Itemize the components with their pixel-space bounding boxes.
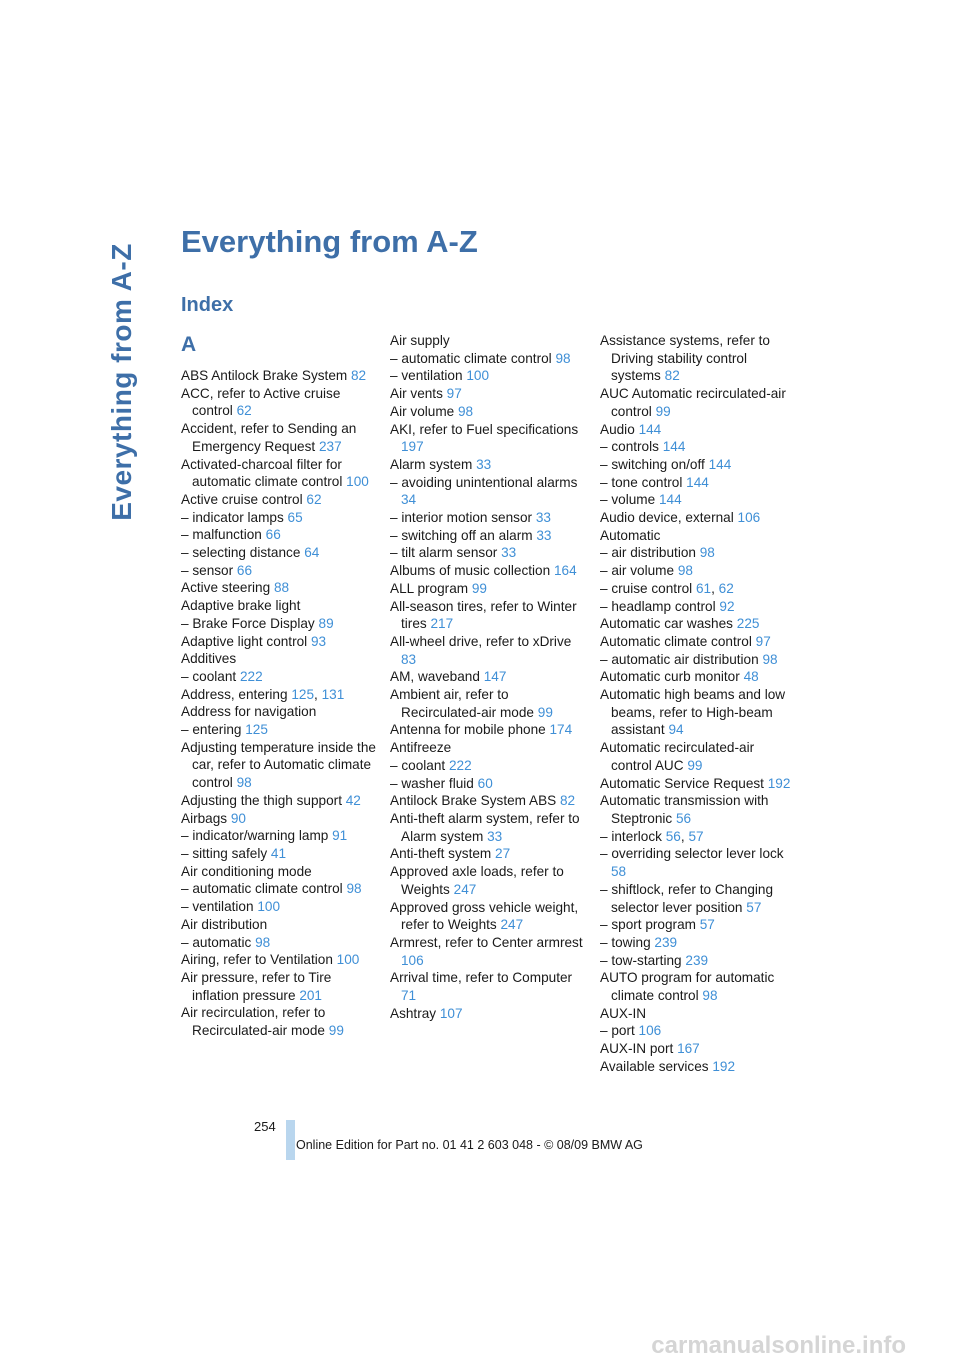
page-reference-link[interactable]: 33 xyxy=(536,527,552,543)
side-title-text: Everything from A-Z xyxy=(106,243,137,521)
index-entry-text: Airing, refer to Ventilation xyxy=(181,952,333,968)
index-entry-text: Approved gross vehicle weight, refer to Weights xyxy=(390,899,579,933)
page-reference-link[interactable]: 100 xyxy=(466,368,490,384)
index-entry xyxy=(600,598,796,616)
page-reference-link[interactable]: 106 xyxy=(638,1023,662,1039)
page-reference-link[interactable]: 164 xyxy=(553,563,577,579)
page-reference-link[interactable]: 66 xyxy=(236,562,253,578)
page-reference-link[interactable]: 90 xyxy=(230,810,246,826)
page-reference-link[interactable]: 42 xyxy=(345,792,361,808)
page-reference-link[interactable]: 100 xyxy=(257,899,281,915)
page-reference-link[interactable]: 97 xyxy=(446,386,462,402)
index-entry-text: Armrest, refer to Center armrest xyxy=(390,934,583,950)
index-entry-text: Automatic high beams and low beams, refer to High-beam assistant xyxy=(600,687,786,738)
index-entry xyxy=(600,739,796,774)
index-entry xyxy=(600,421,796,439)
index-entry xyxy=(390,509,586,527)
index-entry-text: Albums of music collection xyxy=(390,563,551,579)
index-entry-text: Address for navigation xyxy=(181,704,317,720)
index-entry-text: – automatic climate control xyxy=(181,881,343,897)
index-entry-text: Automatic car washes xyxy=(600,616,733,632)
index-entry-text: – tilt alarm sensor xyxy=(390,545,498,561)
page-reference-link[interactable]: 125 xyxy=(291,686,315,702)
page-reference-link[interactable]: 88 xyxy=(273,580,290,596)
index-entry xyxy=(600,845,796,880)
index-entry-text: ABS Antilock Brake System xyxy=(181,368,348,383)
index-entry xyxy=(181,367,377,385)
index-entry-text: Air distribution xyxy=(181,916,268,932)
index-entry-text: AUC Automatic recirculated-air control xyxy=(600,386,786,419)
index-entry xyxy=(390,474,586,509)
index-entry-text: – sensor xyxy=(181,562,234,578)
page-reference-link[interactable]: 144 xyxy=(686,474,709,490)
index-entry-text: Address, entering xyxy=(181,686,288,702)
page-reference-link[interactable]: 62 xyxy=(306,491,322,507)
index-entry xyxy=(181,633,377,651)
index-entry-text: – controls xyxy=(600,439,659,455)
index-entry xyxy=(600,491,796,509)
index-entry-text: Automatic Service Request xyxy=(600,775,764,791)
index-entry-text: Adjusting temperature inside the car, refer to Automatic climate control xyxy=(181,739,376,791)
index-entry-text: Air volume xyxy=(390,403,455,419)
page-reference-link[interactable]: 33 xyxy=(535,510,551,526)
page-reference-link[interactable]: 144 xyxy=(638,421,662,437)
page-reference-link[interactable]: 98 xyxy=(702,988,718,1004)
index-entry: Address, entering 125, 131 xyxy=(181,686,345,702)
page-reference-link[interactable]: 62 xyxy=(718,580,734,596)
index-entry xyxy=(600,1058,796,1076)
page-reference-link[interactable]: 83 xyxy=(401,651,417,667)
index-entry xyxy=(390,403,586,421)
index-entry-text: – air distribution xyxy=(600,545,696,561)
index-entry xyxy=(390,934,586,969)
page-reference-link[interactable]: 91 xyxy=(332,828,348,844)
page-reference-link[interactable]: 100 xyxy=(336,952,360,968)
index-entry xyxy=(181,863,377,881)
index-entry xyxy=(390,845,586,863)
page-reference-link[interactable]: 27 xyxy=(495,846,511,862)
index-entry xyxy=(390,739,586,757)
index-entry xyxy=(181,898,377,916)
page-reference-link[interactable]: 82 xyxy=(560,793,576,809)
page-reference-link[interactable]: 89 xyxy=(318,615,334,631)
page-reference-link[interactable]: 48 xyxy=(743,669,759,685)
index-entry xyxy=(390,527,586,545)
index-entries xyxy=(390,332,586,1022)
page-reference-link[interactable]: 98 xyxy=(677,563,693,579)
index-entry xyxy=(390,668,586,686)
index-entry xyxy=(181,1004,377,1039)
page-reference-link[interactable]: 57 xyxy=(746,899,762,915)
index-entry-text: Air pressure, refer to Tire inflation pressure xyxy=(181,969,332,1003)
index-entry xyxy=(181,792,377,810)
page-reference-link[interactable]: 33 xyxy=(501,545,517,561)
page-reference-link[interactable]: 107 xyxy=(439,1005,463,1021)
index-entry-text: Antilock Brake System ABS xyxy=(390,793,557,809)
index-entry xyxy=(600,969,796,1004)
index-entry-text: – towing xyxy=(600,934,651,950)
index-entry xyxy=(181,916,377,934)
index-entry xyxy=(390,899,586,934)
index-column-3 xyxy=(600,332,796,1076)
index-entry-text: – ventilation xyxy=(181,899,254,915)
index-entry-text: – avoiding unintentional alarms xyxy=(390,474,578,490)
page-reference-link[interactable]: 66 xyxy=(265,527,281,543)
page-reference-link[interactable]: 144 xyxy=(708,456,732,472)
side-title xyxy=(92,232,152,532)
index-entry xyxy=(600,332,796,385)
index-column-1 xyxy=(181,332,377,1040)
index-entry xyxy=(181,491,377,509)
index-entry xyxy=(390,721,586,739)
index-entry-text: Adaptive brake light xyxy=(181,598,301,614)
index-entry xyxy=(390,1005,586,1023)
index-entry xyxy=(390,969,586,1004)
index-entry xyxy=(600,456,796,474)
index-entry-text: Arrival time, refer to Computer xyxy=(390,970,573,986)
index-entry-text: – switching off an alarm xyxy=(390,527,533,543)
page-reference-link[interactable]: 56 xyxy=(665,828,681,844)
index-entry-text: – port xyxy=(600,1023,635,1039)
index-entry-text: AUX-IN xyxy=(600,1005,647,1021)
index-entry-text: – ventilation xyxy=(390,368,463,384)
index-entry-text: AUX-IN port xyxy=(600,1041,674,1057)
index-entry xyxy=(600,881,796,916)
page-reference-link[interactable]: 225 xyxy=(736,616,760,632)
index-entry-text: Available services xyxy=(600,1058,709,1074)
index-entry-text: – washer fluid xyxy=(390,775,474,791)
page-reference-link[interactable]: 192 xyxy=(712,1058,736,1074)
section-title: Index xyxy=(181,294,234,316)
index-entry xyxy=(600,952,796,970)
footer-edition-text: Online Edition for Part no. 01 41 2 603 048 - © 08/09 BMW AG xyxy=(296,1138,643,1152)
page-reference-link[interactable]: 98 xyxy=(458,403,474,419)
index-entry-text: Assistance systems, refer to Driving stability control systems xyxy=(600,333,770,384)
index-entry-text: Automatic recirculated-air control AUC xyxy=(600,740,755,773)
index-entry-text: – tow-starting xyxy=(600,952,682,968)
page-reference-link[interactable]: 99 xyxy=(328,1023,344,1039)
index-entry xyxy=(600,775,796,793)
index-entry-text: AUTO program for automatic climate control xyxy=(600,970,775,1004)
index-entry-text: Air vents xyxy=(390,386,443,402)
page-reference-link[interactable]: 147 xyxy=(483,669,507,685)
index-entry-text: Audio xyxy=(600,421,635,437)
index-entry-text: Automatic transmission with Steptronic xyxy=(600,793,769,826)
page-reference-link[interactable]: 174 xyxy=(549,722,573,738)
index-entry-text: Air supply xyxy=(390,333,450,348)
page-reference-link[interactable]: 99 xyxy=(655,403,671,419)
index-entry xyxy=(390,421,586,456)
index-entry xyxy=(181,509,377,527)
page-reference-link[interactable]: 98 xyxy=(699,545,715,561)
index-entry xyxy=(181,951,377,969)
index-entry-text: All-wheel drive, refer to xDrive xyxy=(390,633,572,649)
index-entry-text: Airbags xyxy=(181,810,228,826)
index-entry-text: Alarm system xyxy=(390,456,473,472)
page-reference-link[interactable]: 61 xyxy=(695,580,712,596)
index-entry-text: Audio device, external xyxy=(600,510,734,526)
page-reference-link[interactable]: 217 xyxy=(430,616,454,632)
index-entry-text: Air recirculation, refer to Recirculated-air mode xyxy=(181,1005,326,1039)
index-letter: A xyxy=(181,333,197,356)
index-entry-text: – indicator/warning lamp xyxy=(181,828,329,844)
index-entry xyxy=(181,456,377,491)
index-entry xyxy=(181,721,377,739)
index-entry-text: – headlamp control xyxy=(600,598,716,614)
index-entry xyxy=(181,934,377,952)
index-entry xyxy=(390,863,586,898)
index-entry xyxy=(600,792,796,827)
index-entry-text: Ashtray xyxy=(390,1005,437,1021)
index-entry-text: – automatic climate control xyxy=(390,350,552,366)
index-entry xyxy=(600,474,796,492)
index-entry-text: – coolant xyxy=(181,668,237,684)
page-reference-link[interactable]: 94 xyxy=(668,722,684,738)
footer-bar xyxy=(286,1120,295,1160)
page-reference-link[interactable]: 56 xyxy=(676,810,692,826)
page-reference-link[interactable]: 197 xyxy=(401,439,424,455)
index-entry-text: Activated-charcoal filter for automatic climate control xyxy=(181,456,343,490)
page-reference-link[interactable]: 131 xyxy=(321,686,345,702)
page-reference-link[interactable]: 34 xyxy=(401,492,417,508)
index-entry-text: – switching on/off xyxy=(600,456,705,472)
index-entry xyxy=(181,615,377,633)
index-entry xyxy=(600,686,796,739)
index-entry-text: – air volume xyxy=(600,563,675,579)
index-entry-text: – overriding selector lever lock xyxy=(600,846,784,862)
index-entry-text: – cruise control xyxy=(600,580,693,596)
page-reference-link[interactable]: 98 xyxy=(236,775,252,791)
index-entry-text: Active cruise control xyxy=(181,491,303,507)
index-entry xyxy=(390,456,586,474)
index-entry xyxy=(390,810,586,845)
index-entry-text: – sport program xyxy=(600,917,696,933)
index-entry-text: – automatic air distribution xyxy=(600,651,759,667)
index-entry-text: Automatic curb monitor xyxy=(600,669,740,685)
index-entry xyxy=(600,562,796,580)
index-entry-text: ALL program xyxy=(390,580,469,596)
index-entry-text: – shiftlock, refer to Changing selector lever position xyxy=(600,881,774,915)
page-reference-link[interactable]: 144 xyxy=(662,439,686,455)
page-reference-link[interactable]: 98 xyxy=(762,651,778,667)
page-reference-link[interactable]: 239 xyxy=(685,952,709,968)
page-reference-link[interactable]: 144 xyxy=(658,492,682,508)
index-entry-text: Anti-theft system xyxy=(390,846,492,862)
index-entry-text: – malfunction xyxy=(181,527,262,543)
page-reference-link[interactable]: 106 xyxy=(401,952,424,968)
page-reference-link[interactable]: 60 xyxy=(477,775,493,791)
index-entry xyxy=(390,598,586,633)
page-reference-link[interactable]: 247 xyxy=(453,881,477,897)
page-reference-link[interactable]: 92 xyxy=(719,598,735,614)
index-entry xyxy=(181,526,377,544)
index-entry-text: – indicator lamps xyxy=(181,509,284,525)
index-entry xyxy=(181,544,377,562)
page-reference-link[interactable]: 201 xyxy=(299,987,322,1003)
index-entry-text: – automatic xyxy=(181,934,252,950)
index-entry-text: – selecting distance xyxy=(181,545,301,561)
index-entry xyxy=(181,597,377,615)
index-entry xyxy=(600,544,796,562)
page-reference-link[interactable]: 93 xyxy=(310,633,327,649)
index-entry xyxy=(181,668,377,686)
index-entry-text: AKI, refer to Fuel specifications xyxy=(390,421,579,437)
page-reference-link[interactable]: 64 xyxy=(304,545,320,561)
index-entry-text: Adjusting the thigh support xyxy=(181,792,342,808)
page-reference-link[interactable]: 58 xyxy=(611,864,627,880)
index-entry-text: – volume xyxy=(600,492,656,508)
index-entry: – interlock 56, 57 xyxy=(600,828,704,844)
index-entry xyxy=(600,1022,796,1040)
index-entry xyxy=(600,1005,796,1023)
page-reference-link[interactable]: 100 xyxy=(346,474,369,490)
index-entry: – cruise control 61, 62 xyxy=(600,580,734,596)
index-entry xyxy=(181,420,377,455)
page-title: Everything from A-Z xyxy=(181,224,478,259)
index-entry-text: – tone control xyxy=(600,474,683,490)
index-entry xyxy=(390,350,586,368)
index-entry-text: Automatic climate control xyxy=(600,633,752,649)
page-reference-link[interactable]: 62 xyxy=(236,403,252,419)
page-reference-link[interactable]: 237 xyxy=(318,438,342,454)
index-entry xyxy=(390,775,586,793)
index-entry xyxy=(390,792,586,810)
index-entry xyxy=(390,686,586,721)
page-reference-link[interactable]: 222 xyxy=(448,757,472,773)
index-entry xyxy=(600,509,796,527)
page-reference-link[interactable]: 99 xyxy=(537,704,553,720)
index-entry-text: – entering xyxy=(181,722,242,738)
index-entry-text: – sitting safely xyxy=(181,845,268,861)
index-entry xyxy=(600,633,796,651)
index-entry xyxy=(181,650,377,668)
index-entry-text: ACC, refer to Active cruise control xyxy=(181,385,341,419)
index-entry xyxy=(600,438,796,456)
index-entry xyxy=(600,385,796,420)
index-entry xyxy=(181,385,377,420)
index-entry-text: Automatic xyxy=(600,527,661,543)
index-entry-text: Air conditioning mode xyxy=(181,863,312,879)
index-entry xyxy=(181,880,377,898)
index-entry-text: – interior motion sensor xyxy=(390,510,533,526)
index-entry xyxy=(181,739,377,792)
index-entry xyxy=(390,385,586,403)
page-number: 254 xyxy=(254,1119,276,1134)
index-entry-text: Antenna for mobile phone xyxy=(390,722,546,738)
page-reference-link[interactable]: 41 xyxy=(270,845,287,861)
index-entry xyxy=(181,579,377,597)
page-reference-link[interactable]: 57 xyxy=(688,828,704,844)
index-entry xyxy=(390,757,586,775)
index-entry-text: Accident, refer to Sending an Emergency Request xyxy=(181,421,357,454)
index-entry-text: Approved axle loads, refer to Weights xyxy=(390,864,564,897)
index-entry xyxy=(600,651,796,669)
page-reference-link[interactable]: 33 xyxy=(476,456,492,472)
index-entry xyxy=(390,332,586,350)
index-entry xyxy=(600,668,796,686)
page-reference-link[interactable]: 57 xyxy=(699,917,715,933)
index-entry xyxy=(390,580,586,598)
index-entry xyxy=(600,1040,796,1058)
index-entry-text: All-season tires, refer to Winter tires xyxy=(390,598,577,632)
index-entry-text: Antifreeze xyxy=(390,740,452,756)
page-reference-link[interactable]: 99 xyxy=(687,757,703,773)
index-entry-text: – Brake Force Display xyxy=(181,615,315,631)
page-reference-link[interactable]: 239 xyxy=(654,934,678,950)
index-entry-text: Additives xyxy=(181,651,237,667)
page-reference-link[interactable]: 106 xyxy=(737,510,761,526)
index-entry-text: AM, waveband xyxy=(390,669,480,685)
index-entry xyxy=(600,527,796,545)
index-entry-text: Adaptive light control xyxy=(181,633,308,649)
index-entry xyxy=(390,367,586,385)
index-entry-text: Anti-theft alarm system, refer to Alarm system xyxy=(390,810,580,844)
index-entries xyxy=(181,367,377,1040)
index-entry-text: – coolant xyxy=(390,757,446,773)
index-entry xyxy=(390,544,586,562)
index-entry xyxy=(600,615,796,633)
page-reference-link[interactable]: 98 xyxy=(255,934,271,950)
page-reference-link[interactable]: 98 xyxy=(346,881,362,897)
page-reference-link[interactable]: 33 xyxy=(487,828,503,844)
index-entry-text: – interlock xyxy=(600,828,662,844)
index-column-2 xyxy=(390,332,586,1022)
index-entry xyxy=(390,562,586,580)
index-entry xyxy=(181,969,377,1004)
index-entry xyxy=(181,703,377,721)
index-entry xyxy=(600,916,796,934)
index-entry xyxy=(600,934,796,952)
page-reference-link[interactable]: 97 xyxy=(755,633,771,649)
page-reference-link[interactable]: 192 xyxy=(767,775,791,791)
index-entry-text: Active steering xyxy=(181,580,271,596)
page-reference-link[interactable]: 98 xyxy=(555,350,571,366)
page-reference-link[interactable]: 82 xyxy=(351,368,367,383)
index-entry xyxy=(181,827,377,845)
page-reference-link[interactable]: 65 xyxy=(287,509,303,525)
index-entry-text: Ambient air, refer to Recirculated-air mode xyxy=(390,687,534,720)
index-entries xyxy=(600,332,796,1076)
page-reference-link[interactable]: 99 xyxy=(471,580,487,596)
index-entry xyxy=(181,845,377,863)
page-reference-link[interactable]: 125 xyxy=(245,722,268,738)
watermark: carmanualsonline.info xyxy=(651,1332,906,1359)
index-entry xyxy=(390,633,586,668)
page-reference-link[interactable]: 82 xyxy=(664,368,680,384)
index-entry xyxy=(181,562,377,580)
page-reference-link[interactable]: 222 xyxy=(239,668,263,684)
index-entry xyxy=(181,810,377,828)
page-reference-link[interactable]: 71 xyxy=(401,988,417,1004)
page-reference-link[interactable]: 167 xyxy=(677,1041,700,1057)
page-reference-link[interactable]: 247 xyxy=(500,917,524,933)
